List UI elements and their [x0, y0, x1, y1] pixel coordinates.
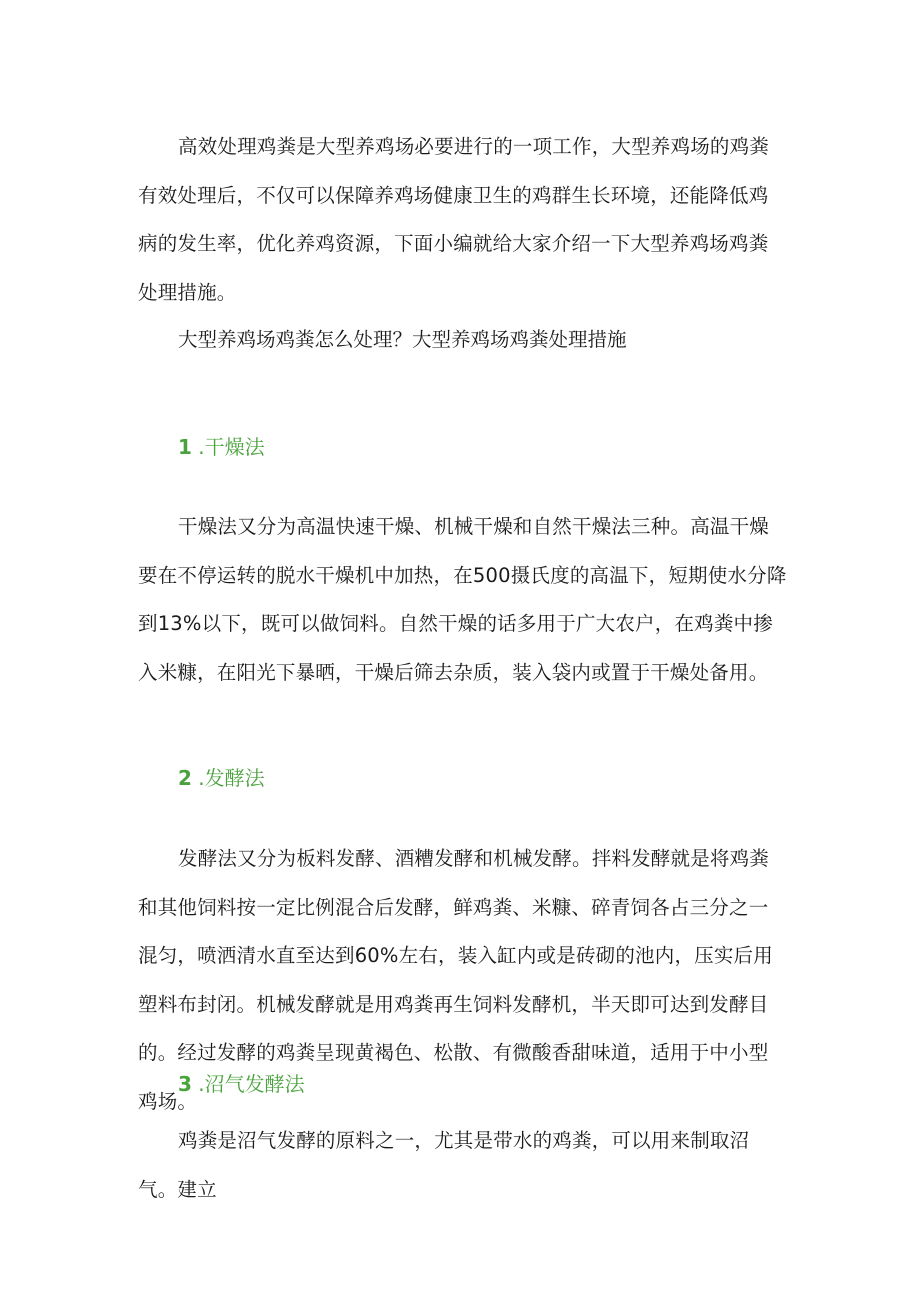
section-number-3: 3 — [178, 1072, 192, 1096]
section-body-3: 鸡粪是沼气发酵的原料之一，尤其是带水的鸡粪，可以用来制取沼气。建立 — [138, 1129, 750, 1201]
section-number-1: 1 — [178, 435, 192, 459]
section-number-2: 2 — [178, 766, 192, 790]
section-heading-text-2: .发酵法 — [191, 766, 265, 790]
section-heading-2 — [178, 763, 265, 793]
article-title: 大型养鸡场鸡粪怎么处理？大型养鸡场鸡粪处理措施 — [178, 328, 627, 351]
section-heading-3 — [178, 1069, 305, 1099]
section-heading-text-3: .沼气发酵法 — [191, 1072, 305, 1096]
section-body-2: 发酵法又分为板料发酵、酒糟发酵和机械发酵。拌料发酵就是将鸡粪和其他饲料按一定比例混合后发酵，鲜鸡粪、米糠、碎青饲各占三分之一混匀，喷洒清水直至达到60%左右，装入缸内或是砖砌的池内，压实后用塑料布封闭。机械发酵就是用鸡粪再生饲料发酵机，半天即可达到发酵目的。经过发酵的鸡粪呈现黄褐色、松散、有微酸香甜味道，适用于中小型鸡场。 — [138, 847, 773, 1113]
section-heading-1 — [178, 432, 265, 462]
intro-paragraph: 高效处理鸡粪是大型养鸡场必要进行的一项工作，大型养鸡场的鸡粪有效处理后，不仅可以保障养鸡场健康卫生的鸡群生长环境，还能降低鸡病的发生率，优化养鸡资源，下面小编就给大家介绍一下大型养鸡场鸡粪处理措施。 — [138, 135, 770, 304]
section-heading-text-1: .干燥法 — [191, 435, 265, 459]
section-body-1: 干燥法又分为高温快速干燥、机械干燥和自然干燥法三种。高温干燥要在不停运转的脱水干燥机中加热，在500摄氏度的高温下，短期使水分降到13%以下，既可以做饲料。自然干燥的话多用于广大农户，在鸡粪中掺入米糠，在阳光下暴晒，干燥后筛去杂质，装入袋内或置于干燥处备用。 — [138, 515, 787, 684]
